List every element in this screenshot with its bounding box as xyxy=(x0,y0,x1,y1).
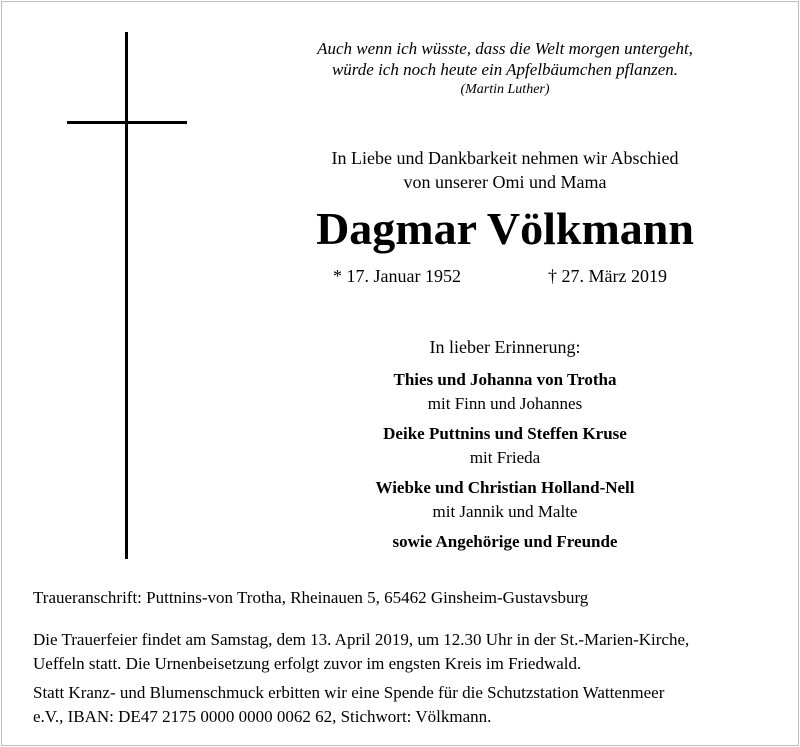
mourner-children: mit Jannik und Malte xyxy=(432,502,578,521)
mourning-address: Traueranschrift: Puttnins-von Trotha, Rheinauen 5, 65462 Ginsheim-Gustavsburg xyxy=(33,588,589,607)
mourner-names: Thies und Johanna von Trotha xyxy=(393,370,617,389)
ceremony-line-2: Ueffeln statt. Die Urnenbeisetzung erfolgt zuvor im engsten Kreis im Friedwald. xyxy=(33,654,582,673)
mourner-children: mit Finn und Johannes xyxy=(427,394,583,413)
birth-date: * 17. Januar 1952 xyxy=(333,266,461,286)
ceremony-line-1: Die Trauerfeier findet am Samstag, dem 13. April 2019, um 12.30 Uhr in der St.-Marien-Kirche, xyxy=(33,630,690,649)
mourner-group xyxy=(250,422,760,470)
mourners-list xyxy=(250,368,760,554)
deceased-name: Dagmar Völkmann xyxy=(316,203,694,254)
mourner-group xyxy=(250,368,760,416)
mourner-names: Wiebke und Christian Holland-Nell xyxy=(375,478,635,497)
intro-line-1: In Liebe und Dankbarkeit nehmen wir Abschied xyxy=(331,148,679,168)
cross-icon xyxy=(125,32,128,559)
donation-info xyxy=(33,681,778,729)
relatives-line: sowie Angehörige und Freunde xyxy=(392,532,618,551)
intro-text xyxy=(250,146,760,194)
mourner-children: mit Frieda xyxy=(469,448,541,467)
mourner-names: Deike Puttnins und Steffen Kruse xyxy=(383,424,627,443)
intro-line-2: von unserer Omi und Mama xyxy=(403,172,607,192)
donation-line-1: Statt Kranz- und Blumenschmuck erbitten wir eine Spende für die Schutzstation Wattenmeer xyxy=(33,683,665,702)
memory-heading: In lieber Erinnerung: xyxy=(429,337,581,357)
cross-icon-bar xyxy=(67,121,187,124)
quote xyxy=(250,38,760,100)
quote-line-1: Auch wenn ich wüsste, dass die Welt morgen untergeht, xyxy=(317,39,693,58)
donation-line-2: e.V., IBAN: DE47 2175 0000 0000 0062 62, Stichwort: Völkmann. xyxy=(33,707,492,726)
death-date: † 27. März 2019 xyxy=(548,266,667,286)
mourner-group xyxy=(250,476,760,524)
ceremony-info xyxy=(33,628,778,676)
quote-author: (Martin Luther) xyxy=(460,82,550,97)
quote-line-2: würde ich noch heute ein Apfelbäumchen pflanzen. xyxy=(331,60,679,79)
